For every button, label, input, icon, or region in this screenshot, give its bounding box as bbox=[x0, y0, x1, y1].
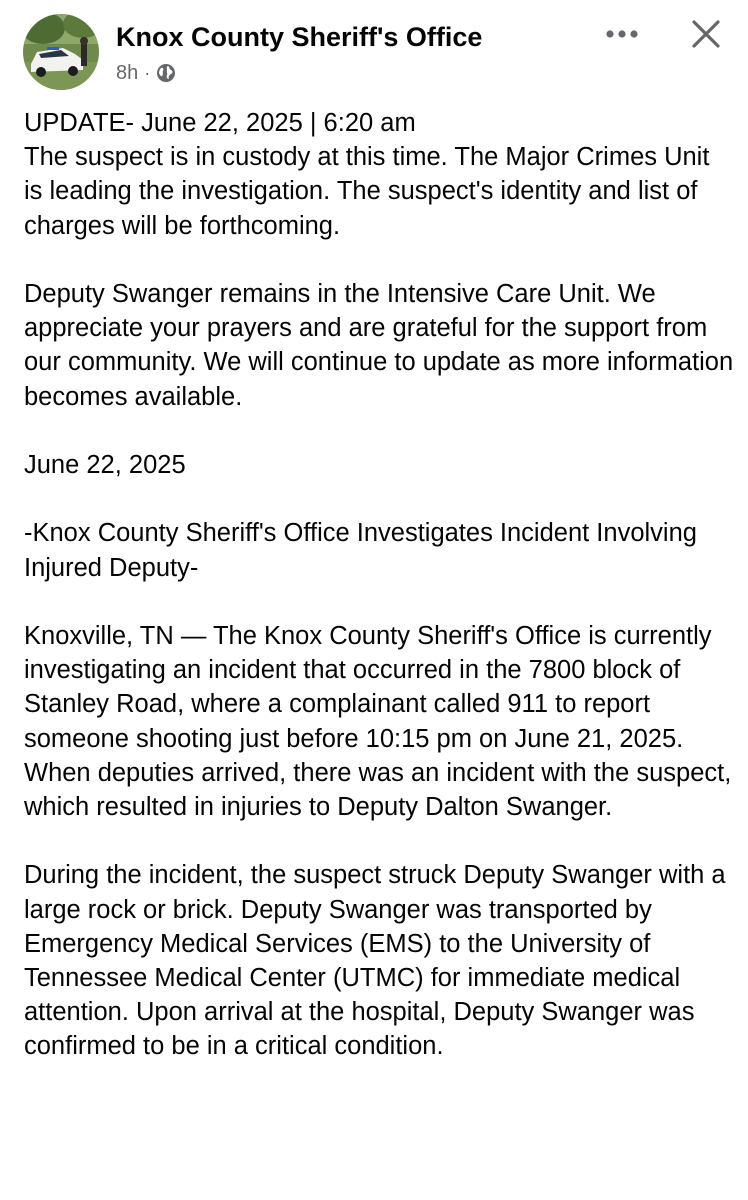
avatar-patrol-car-image bbox=[23, 14, 99, 90]
close-icon bbox=[691, 19, 721, 49]
post-paragraph-date: June 22, 2025 bbox=[24, 451, 186, 479]
post-meta bbox=[116, 60, 176, 86]
post-header bbox=[0, 0, 748, 100]
post-body bbox=[24, 106, 734, 1098]
post-paragraph-details: During the incident, the suspect struck Deputy Swanger with a large rock or brick. Deputy Swanger was transported by Emergency Medical Services (EMS) to the University of Tennessee Medical Center (UTMC) for immediate medical attention. Upon arrival at the hospital, Deputy Swanger was confirmed to be in a critical condition. bbox=[24, 861, 726, 1061]
more-options-icon bbox=[605, 29, 639, 39]
post-paragraph-status: Deputy Swanger remains in the Intensive Care Unit. We appreciate your prayers and are grateful for the support from our community. We will continue to update as more information becomes available. bbox=[24, 280, 734, 411]
page-name[interactable]: Knox County Sheriff's Office bbox=[116, 22, 483, 52]
post-paragraph-incident: Knoxville, TN — The Knox County Sheriff's Office is currently investigating an incident that occurred in the 7800 block of Stanley Road, where a complainant called 911 to report someone shooting just before 10:15 pm on June 21, 2025. When deputies arrived, there was an incident with the suspect, which resulted in injuries to Deputy Dalton Swanger. bbox=[24, 621, 732, 821]
post-paragraph-headline: -Knox County Sheriff's Office Investigates Incident Involving Injured Deputy- bbox=[24, 519, 697, 582]
more-options-button[interactable] bbox=[596, 16, 648, 52]
page-avatar[interactable] bbox=[23, 14, 99, 90]
globe-icon bbox=[156, 63, 176, 83]
close-button[interactable] bbox=[686, 14, 726, 54]
meta-separator: · bbox=[144, 63, 151, 83]
post-time[interactable]: 8h bbox=[116, 61, 139, 84]
post-paragraph-update: UPDATE- June 22, 2025 | 6:20 am The suspect is in custody at this time. The Major Crimes Unit is leading the investigation. The suspect's identity and list of charges will be forthcoming. bbox=[24, 109, 710, 240]
